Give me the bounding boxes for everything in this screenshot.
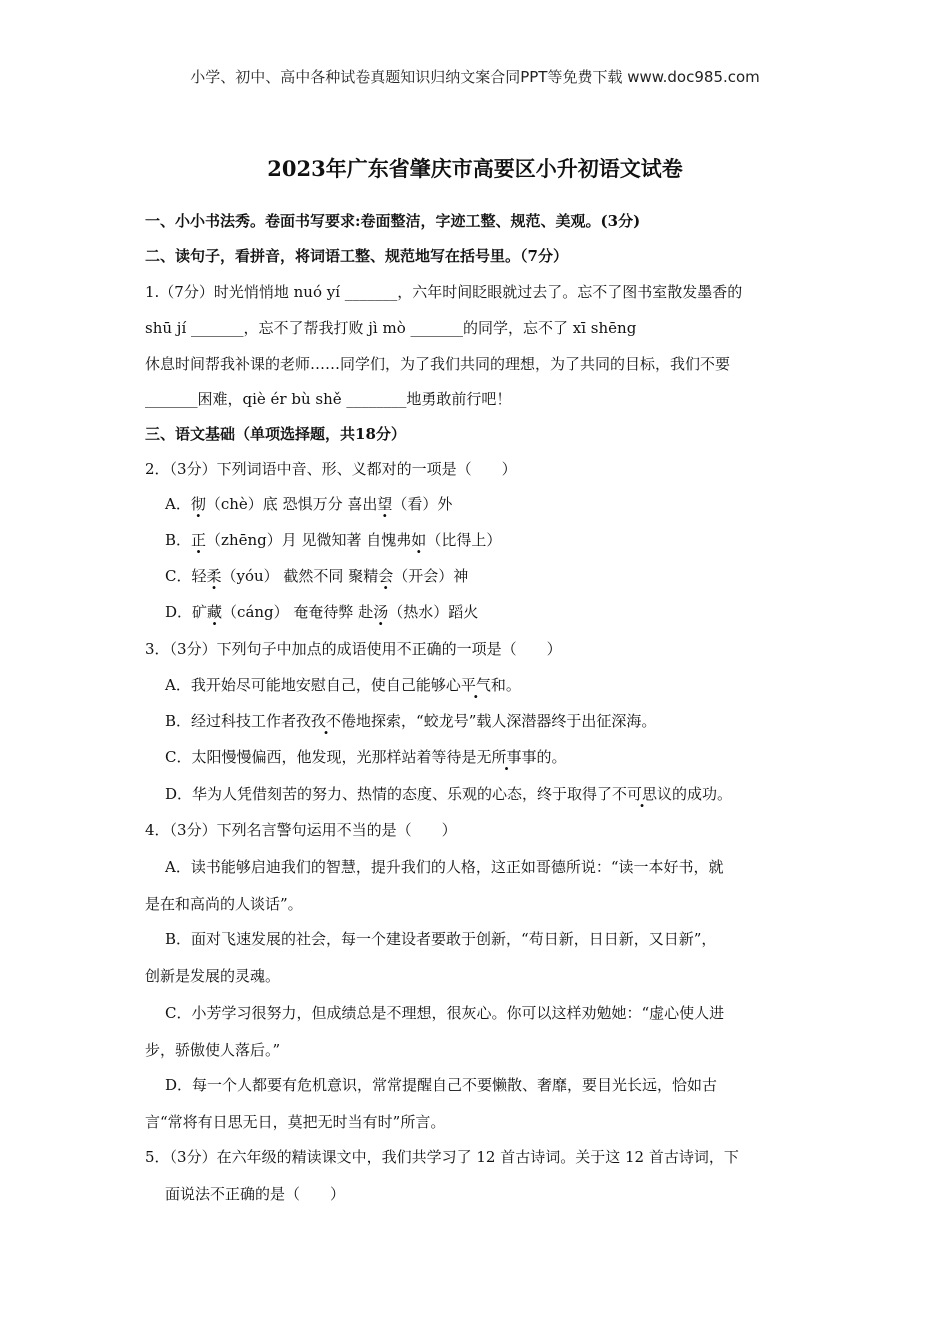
q4-option-d-line-1: D．每一个人都要有危机意识，常常提醒自己不要懒散、奢靡，要目光长远，恰如古	[165, 1076, 718, 1094]
section-1-heading: 一、小小书法秀。卷面书写要求:卷面整洁，字迹工整、规范、美观。(3分)	[145, 212, 641, 230]
q4-option-c-line-1: C．小芳学习很努力，但成绩总是不理想，很灰心。你可以这样劝勉她：“虚心使人进	[165, 1004, 725, 1022]
section-2-heading: 二、读句子，看拼音，将词语工整、规范地写在括号里。（7分）	[145, 247, 568, 265]
page-title: 2023年广东省肇庆市高要区小升初语文试卷	[267, 156, 683, 181]
q3-stem: 3．（3分）下列句子中加点的成语使用不正确的一项是（ ）	[145, 640, 562, 658]
q3-option-c: C．太阳慢慢偏西，他发现，光那样站着等待是无所事事的。	[165, 748, 567, 766]
q5-line-1: 5．（3分）在六年级的精读课文中，我们共学习了 12 首古诗词。关于这 12 首古诗词，下	[145, 1148, 739, 1166]
q4-option-c-line-2: 步，骄傲使人落后。”	[145, 1041, 281, 1059]
q1-line-2: shū jí _______，忘不了帮我打败 jì mò _______的同学，忘不了 xī shēng	[145, 319, 637, 337]
q1-line-3: 休息时间帮我补课的老师……同学们，为了我们共同的理想，为了共同的目标，我们不要	[145, 355, 731, 373]
q4-option-b-line-1: B．面对飞速发展的社会，每一个建设者要敢于创新，“苟日新，日日新，又日新”，	[165, 930, 717, 948]
q4-option-a-line-1: A．读书能够启迪我们的智慧，提升我们的人格，这正如哥德所说：“读一本好书，就	[165, 858, 724, 876]
q4-stem: 4．（3分）下列名言警句运用不当的是（ ）	[145, 821, 457, 839]
section-3-heading: 三、语文基础（单项选择题，共18分）	[145, 425, 406, 443]
q2-stem: 2．（3分）下列词语中音、形、义都对的一项是（ ）	[145, 460, 517, 478]
q3-option-b: B．经过科技工作者孜孜不倦地探索，“蛟龙号”载人深潜器终于出征深海。	[165, 712, 657, 730]
q2-option-d: D．矿藏（cáng） 奄奄待弊 赴汤（热水）蹈火	[165, 603, 479, 621]
q1-line-4: _______困难，qiè ér bù shě ________地勇敢前行吧！	[145, 390, 512, 408]
q5-line-2: 面说法不正确的是（ ）	[165, 1185, 346, 1203]
q2-option-b: B．正（zhēng）月 见微知著 自愧弗如（比得上）	[165, 531, 502, 549]
q2-option-c: C．轻柔（yóu） 截然不同 聚精会（开会）神	[165, 567, 469, 585]
q3-option-d: D．华为人凭借刻苦的努力、热情的态度、乐观的心态，终于取得了不可思议的成功。	[165, 785, 733, 803]
q4-option-d-line-2: 言“常将有日思无日，莫把无时当有时”所言。	[145, 1113, 446, 1131]
q4-option-b-line-2: 创新是发展的灵魂。	[145, 967, 281, 985]
q3-option-a: A．我开始尽可能地安慰自己，使自己能够心平气和。	[165, 676, 521, 694]
page-header: 小学、初中、高中各种试卷真题知识归纳文案合同PPT等免费下载 www.doc985.com	[190, 68, 760, 86]
q4-option-a-line-2: 是在和高尚的人谈话”。	[145, 895, 303, 913]
q2-option-a: A．彻（chè）底 恐惧万分 喜出望（看）外	[165, 495, 453, 513]
q1-line-1: 1.（7分）时光悄悄地 nuó yí _______，六年时间眨眼就过去了。忘不了图书室散发墨香的	[145, 283, 743, 301]
